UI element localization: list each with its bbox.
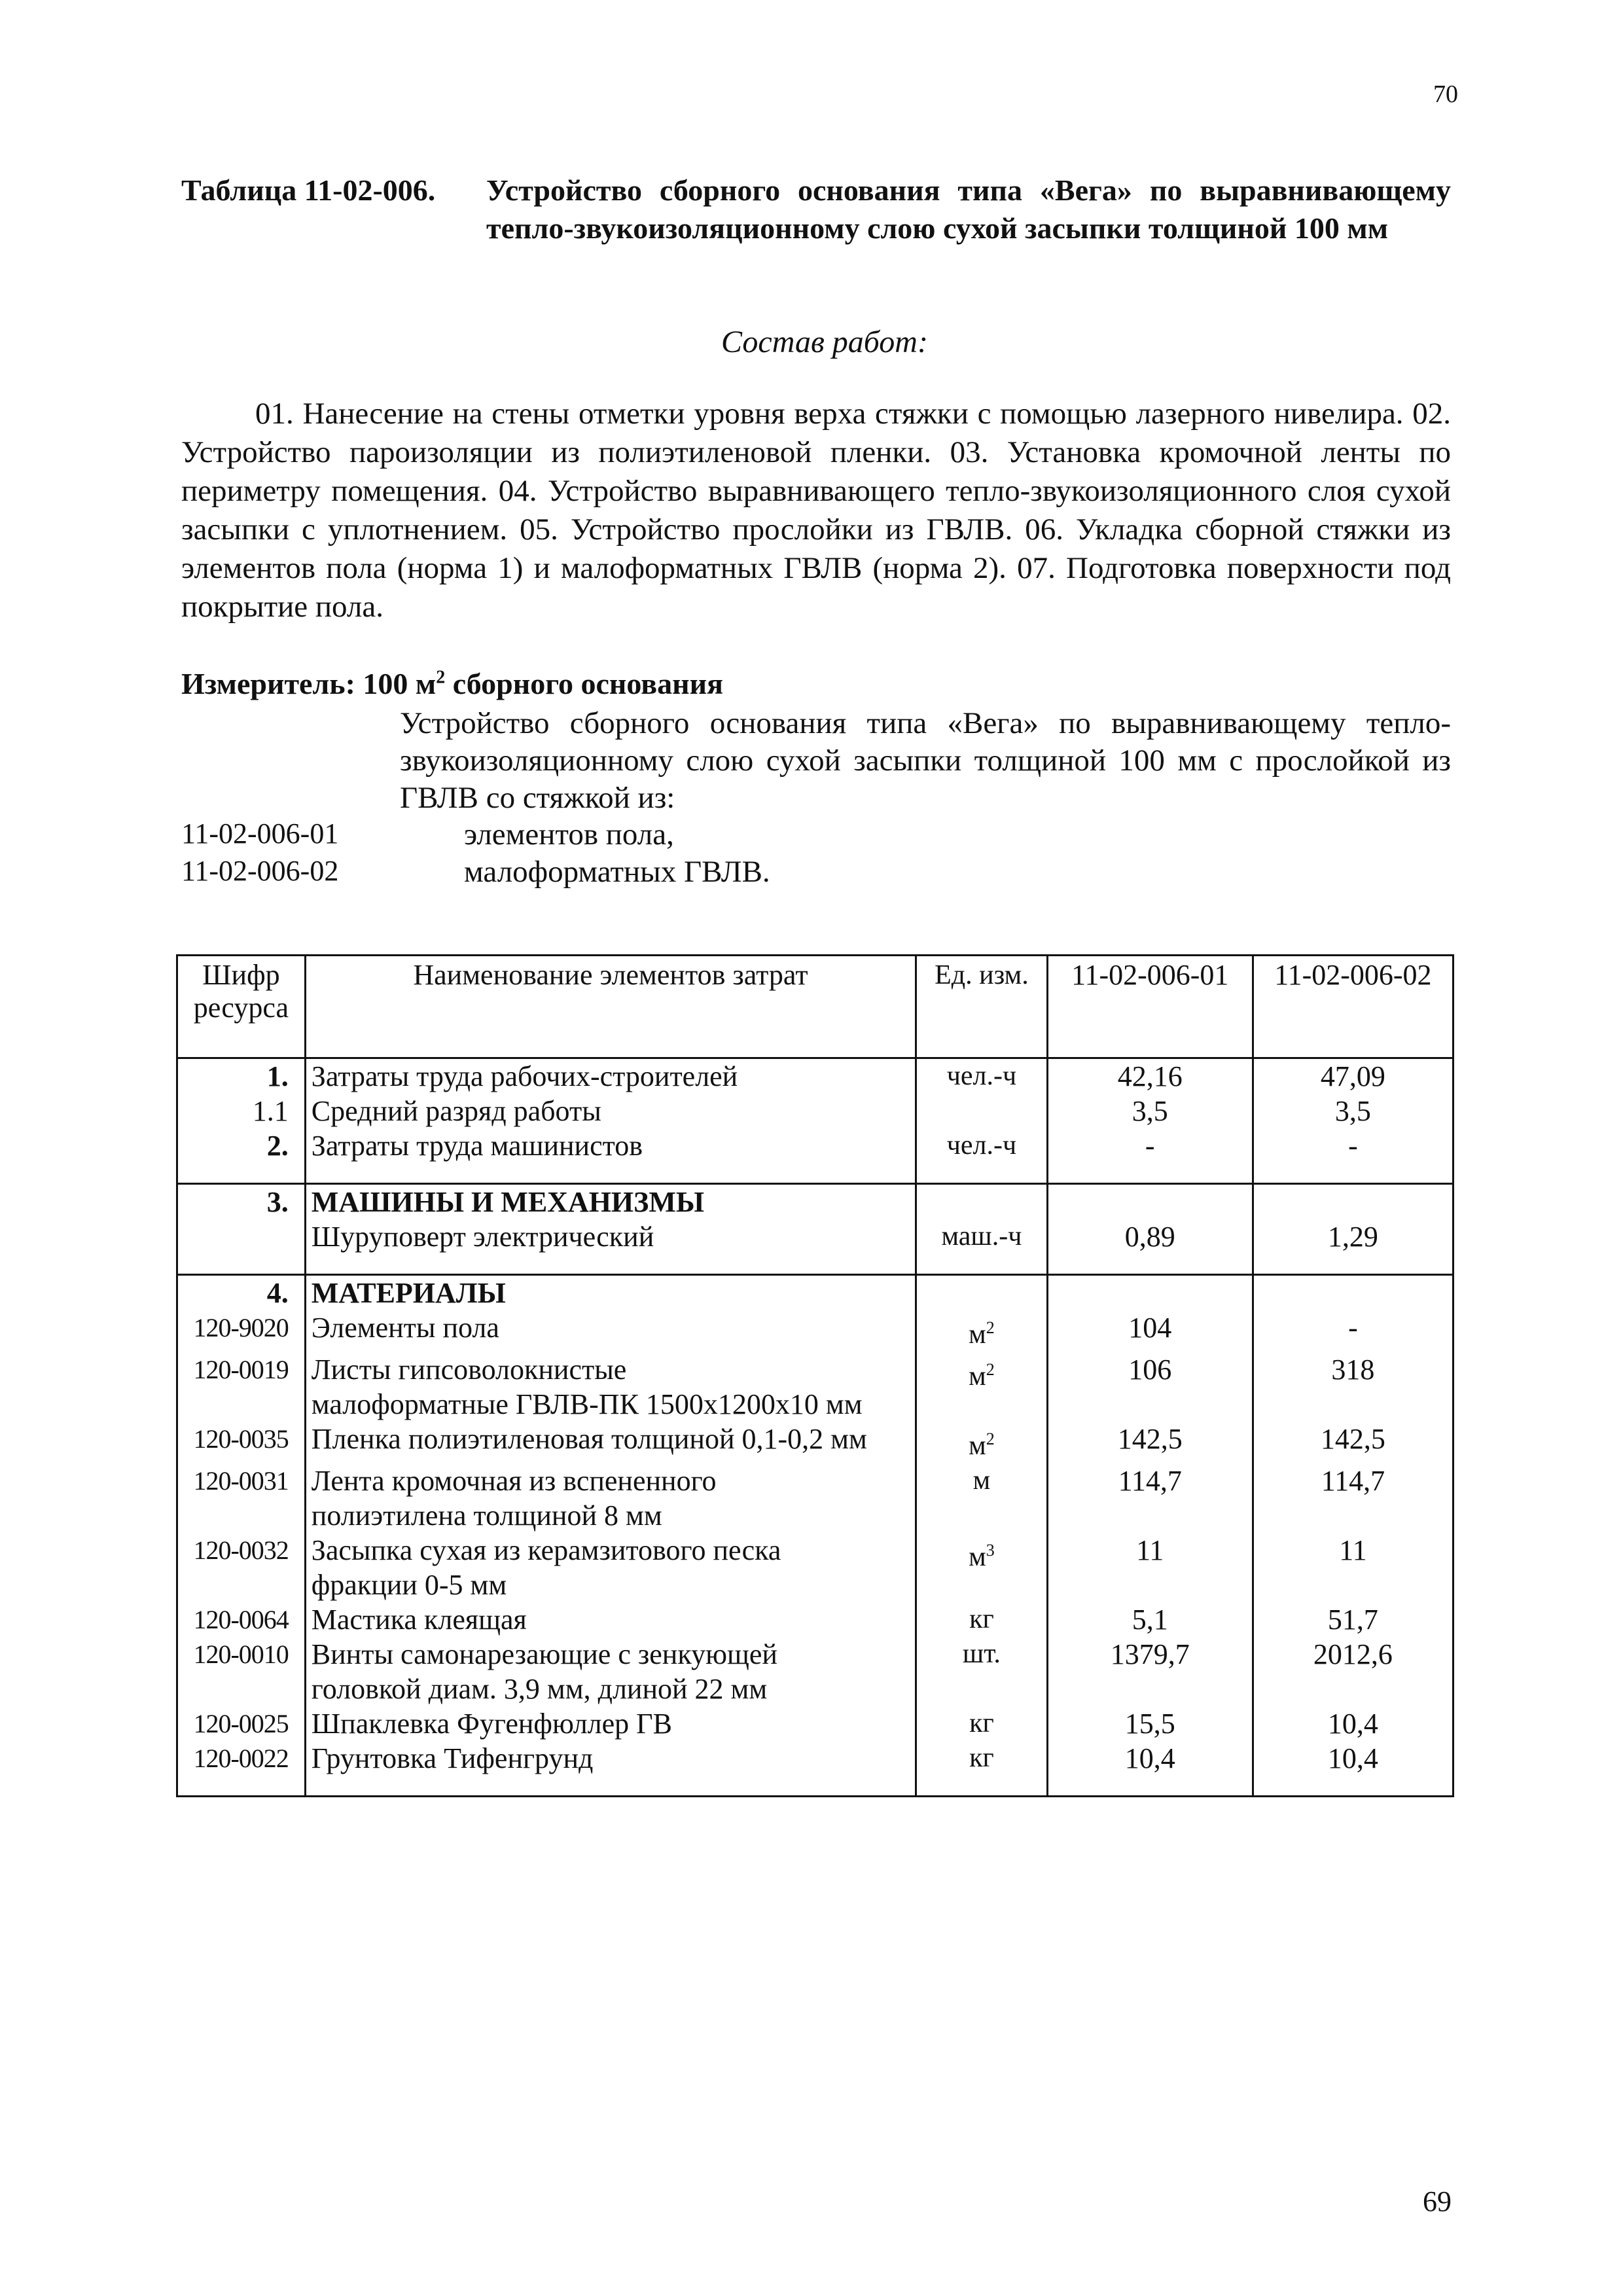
row-value-2: 10,4 bbox=[1253, 1706, 1453, 1741]
row-value-1: 5,1 bbox=[1047, 1602, 1253, 1637]
row-code: 120-0019 bbox=[177, 1352, 306, 1422]
row-value-1: 114,7 bbox=[1047, 1463, 1253, 1533]
row-name: Пленка полиэтиленовая толщиной 0,1-0,2 мм bbox=[305, 1422, 916, 1463]
row-value-2: 10,4 bbox=[1253, 1741, 1453, 1776]
row-value-1: 0,89 bbox=[1047, 1219, 1253, 1254]
row-value-2: 51,7 bbox=[1253, 1602, 1453, 1637]
norm-code: 11-02-006-01 bbox=[181, 817, 339, 850]
header-code: Шифр ресурса bbox=[177, 956, 306, 1058]
section-heading: МАТЕРИАЛЫ bbox=[305, 1275, 916, 1311]
table-row bbox=[177, 1184, 1454, 1220]
row-unit: чел.-ч bbox=[916, 1058, 1048, 1094]
row-code: 120-0010 bbox=[177, 1637, 306, 1706]
header-norm-1: 11-02-006-01 bbox=[1047, 956, 1253, 1058]
row-value-2: 1,29 bbox=[1253, 1219, 1453, 1254]
row-code: 2. bbox=[177, 1128, 306, 1163]
resource-table bbox=[176, 954, 1454, 1797]
measure-label: Измеритель: 100 м bbox=[181, 667, 437, 700]
norm-code: 11-02-006-02 bbox=[181, 855, 339, 887]
row-code: 120-9020 bbox=[177, 1310, 306, 1352]
table-title-prefix: Таблица 11-02-006. bbox=[181, 173, 436, 207]
table-row bbox=[177, 1094, 1454, 1128]
row-unit: кг bbox=[916, 1741, 1048, 1776]
work-composition-text: 01. Нанесение на стены отметки уровня верха стяжки с помощью лазерного нивелира. 02. Устройство пароизоляции из полиэтиленовой пленки. 03. Установка кромочной ленты по периметру помещения. 04. Устройство выравнивающего тепло-звукоизоляционного слоя сухой засыпки с уплотнением. 05. Устройство прослойки из ГВЛВ. 06. Укладка сборной стяжки из элементов пола (норма 1) и малоформатных ГВЛВ (норма 2). 07. Подготовка поверхности под покрытие пола. bbox=[181, 397, 1451, 624]
row-unit: $м^2$ bbox=[916, 1352, 1048, 1422]
row-code: 3. bbox=[177, 1184, 306, 1220]
row-code: 120-0035 bbox=[177, 1422, 306, 1463]
table-row bbox=[177, 1128, 1454, 1163]
labor-group bbox=[177, 1058, 1454, 1184]
header-name: Наименование элементов затрат bbox=[305, 956, 916, 1058]
row-value-1: 3,5 bbox=[1047, 1094, 1253, 1128]
row-unit: $м^2$ bbox=[916, 1310, 1048, 1352]
row-value-1: 104 bbox=[1047, 1310, 1253, 1352]
row-value-2: 318 bbox=[1253, 1352, 1453, 1422]
row-name: Шуруповерт электрический bbox=[305, 1219, 916, 1254]
work-composition-heading: Состав работ: bbox=[721, 325, 928, 359]
norm-label: элементов пола, bbox=[464, 817, 674, 852]
row-unit: кг bbox=[916, 1706, 1048, 1741]
row-code: 120-0022 bbox=[177, 1741, 306, 1776]
row-name: Средний разряд работы bbox=[305, 1094, 916, 1128]
row-name: Грунтовка Тифенгрунд bbox=[305, 1741, 916, 1776]
machines-group bbox=[177, 1184, 1454, 1275]
table-title-text: Устройство сборного основания типа «Вега» по выравнивающему тепло-звукоизоляционному слою сухой засыпки толщиной 100 мм bbox=[486, 173, 1451, 245]
row-value-2: - bbox=[1253, 1128, 1453, 1163]
row-unit: маш.-ч bbox=[916, 1219, 1048, 1254]
row-name: Винты самонарезающие с зенкующей головкой диам. 3,9 мм, длиной 22 мм bbox=[305, 1637, 916, 1706]
norm-label: малоформатных ГВЛВ. bbox=[464, 855, 770, 889]
row-value-1: 142,5 bbox=[1047, 1422, 1253, 1463]
row-name: Засыпка сухая из керамзитового песка фракции 0-5 мм bbox=[305, 1533, 916, 1602]
table-header-row bbox=[177, 956, 1454, 1058]
table-row bbox=[177, 1058, 1454, 1094]
measure-tail: сборного основания bbox=[445, 667, 723, 700]
row-code: 120-0064 bbox=[177, 1602, 306, 1637]
row-unit: чел.-ч bbox=[916, 1128, 1048, 1163]
row-unit: шт. bbox=[916, 1637, 1048, 1706]
row-value-1: 11 bbox=[1047, 1533, 1253, 1602]
row-code: 120-0032 bbox=[177, 1533, 306, 1602]
row-unit: $м^2$ bbox=[916, 1422, 1048, 1463]
table-row bbox=[177, 1602, 1454, 1637]
header-unit: Ед. изм. bbox=[916, 956, 1048, 1058]
table-row bbox=[177, 1275, 1454, 1311]
row-value-2: 142,5 bbox=[1253, 1422, 1453, 1463]
table-row bbox=[177, 1533, 1454, 1602]
row-code: 4. bbox=[177, 1275, 306, 1311]
row-value-2: - bbox=[1253, 1310, 1453, 1352]
row-code: 120-0031 bbox=[177, 1463, 306, 1533]
row-value-1: 1379,7 bbox=[1047, 1637, 1253, 1706]
row-unit: м bbox=[916, 1463, 1048, 1533]
row-code: 1.1 bbox=[177, 1094, 306, 1128]
table-row bbox=[177, 1219, 1454, 1254]
table-row bbox=[177, 1463, 1454, 1533]
header-norm-2: 11-02-006-02 bbox=[1253, 956, 1453, 1058]
table-row bbox=[177, 1352, 1454, 1422]
row-name: Листы гипсоволокнистые малоформатные ГВЛВ-ПК 1500х1200х10 мм bbox=[305, 1352, 916, 1422]
measure-sup: 2 bbox=[436, 667, 446, 688]
row-name: Мастика клеящая bbox=[305, 1602, 916, 1637]
table-row bbox=[177, 1422, 1454, 1463]
row-name: Лента кромочная из вспененного полиэтилена толщиной 8 мм bbox=[305, 1463, 916, 1533]
row-unit: $м^3$ bbox=[916, 1533, 1048, 1602]
table-row bbox=[177, 1706, 1454, 1741]
row-unit bbox=[916, 1094, 1048, 1128]
table-row bbox=[177, 1741, 1454, 1776]
page-number-bottom: 69 bbox=[1423, 2185, 1452, 2217]
row-name: Шпаклевка Фугенфюллер ГВ bbox=[305, 1706, 916, 1741]
table-title bbox=[181, 171, 1451, 247]
row-value-1: 10,4 bbox=[1047, 1741, 1253, 1776]
row-unit: кг bbox=[916, 1602, 1048, 1637]
row-value-1: 42,16 bbox=[1047, 1058, 1253, 1094]
row-value-2: 114,7 bbox=[1253, 1463, 1453, 1533]
row-value-2: 47,09 bbox=[1253, 1058, 1453, 1094]
row-name: Затраты труда машинистов bbox=[305, 1128, 916, 1163]
table-row bbox=[177, 1310, 1454, 1352]
row-code: 120-0025 bbox=[177, 1706, 306, 1741]
measure-unit bbox=[181, 666, 723, 701]
row-value-2: 11 bbox=[1253, 1533, 1453, 1602]
section-heading: МАШИНЫ И МЕХАНИЗМЫ bbox=[305, 1184, 916, 1220]
row-name: Элементы пола bbox=[305, 1310, 916, 1352]
row-code: 1. bbox=[177, 1058, 306, 1094]
row-value-1: - bbox=[1047, 1128, 1253, 1163]
row-value-1: 15,5 bbox=[1047, 1706, 1253, 1741]
row-value-2: 3,5 bbox=[1253, 1094, 1453, 1128]
row-name: Затраты труда рабочих-строителей bbox=[305, 1058, 916, 1094]
page-number-top: 70 bbox=[1433, 81, 1458, 108]
table-row bbox=[177, 1637, 1454, 1706]
row-value-2: 2012,6 bbox=[1253, 1637, 1453, 1706]
materials-group bbox=[177, 1275, 1454, 1797]
norm-description: Устройство сборного основания типа «Вега» по выравнивающему тепло-звукоизоляционному слою сухой засыпки толщиной 100 мм с прослойкой из ГВЛВ со стяжкой из: bbox=[400, 706, 1451, 815]
row-value-1: 106 bbox=[1047, 1352, 1253, 1422]
